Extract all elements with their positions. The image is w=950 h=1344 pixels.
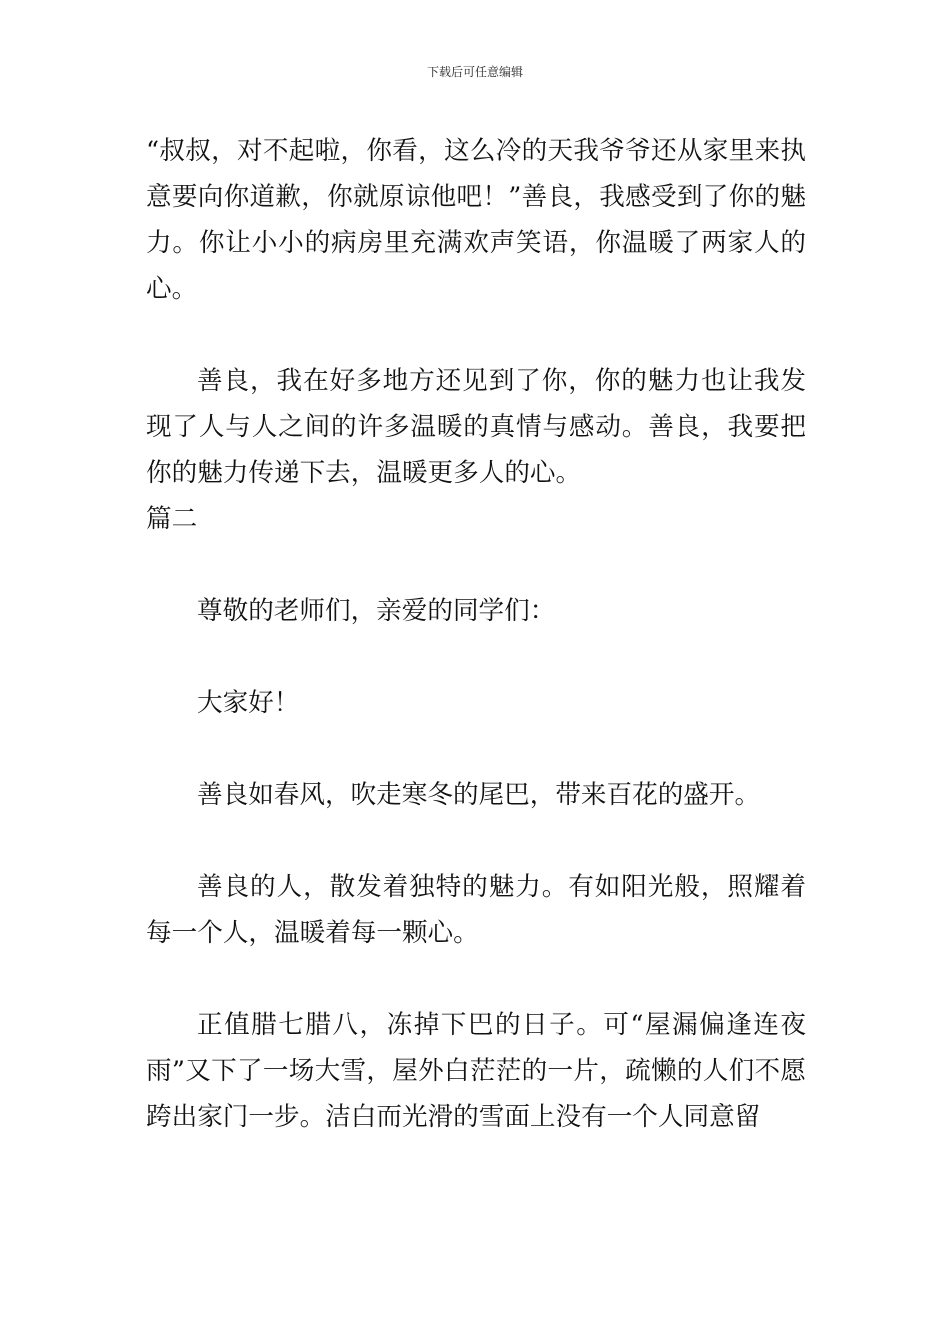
document-body [146,128,806,1140]
paragraph-gap [146,312,806,358]
paragraph-kindness-everywhere: 善良，我在好多地方还见到了你，你的魅力也让我发现了人与人之间的许多温暖的真情与感动。善良，我要把你的魅力传递下去，温暖更多人的心。 [146,366,806,488]
page-header: 下载后可任意编辑 [426,65,523,79]
paragraph-charm: 善良的人，散发着独特的魅力。有如阳光般，照耀着每一个人，温暖着每一颗心。 [146,872,806,948]
paragraph-spring-wind: 善良如春风，吹走寒冬的尾巴，带来百花的盛开。 [197,780,761,810]
paragraph-gap [146,726,806,772]
paragraph-gap [146,542,806,588]
section-heading: 篇二 [146,504,198,534]
paragraph-salutation: 尊敬的老师们，亲爱的同学们： [197,596,556,626]
paragraph-greeting: 大家好！ [197,688,300,718]
paragraph-snow-day: 正值腊七腊八，冻掉下巴的日子。可“屋漏偏逢连夜雨”又下了一场大雪，屋外白茫茫的一片，疏懒的人们不愿跨出家门一步。洁白而光滑的雪面上没有一个人同意留 [146,1010,806,1132]
paragraph-apology: “叔叔，对不起啦，你看，这么冷的天我爷爷还从家里来执意要向你道歉，你就原谅他吧！”善良，我感受到了你的魅力。你让小小的病房里充满欢声笑语，你温暖了两家人的心。 [146,136,806,304]
paragraph-gap [146,818,806,864]
paragraph-gap [146,634,806,680]
paragraph-gap [146,956,806,1002]
